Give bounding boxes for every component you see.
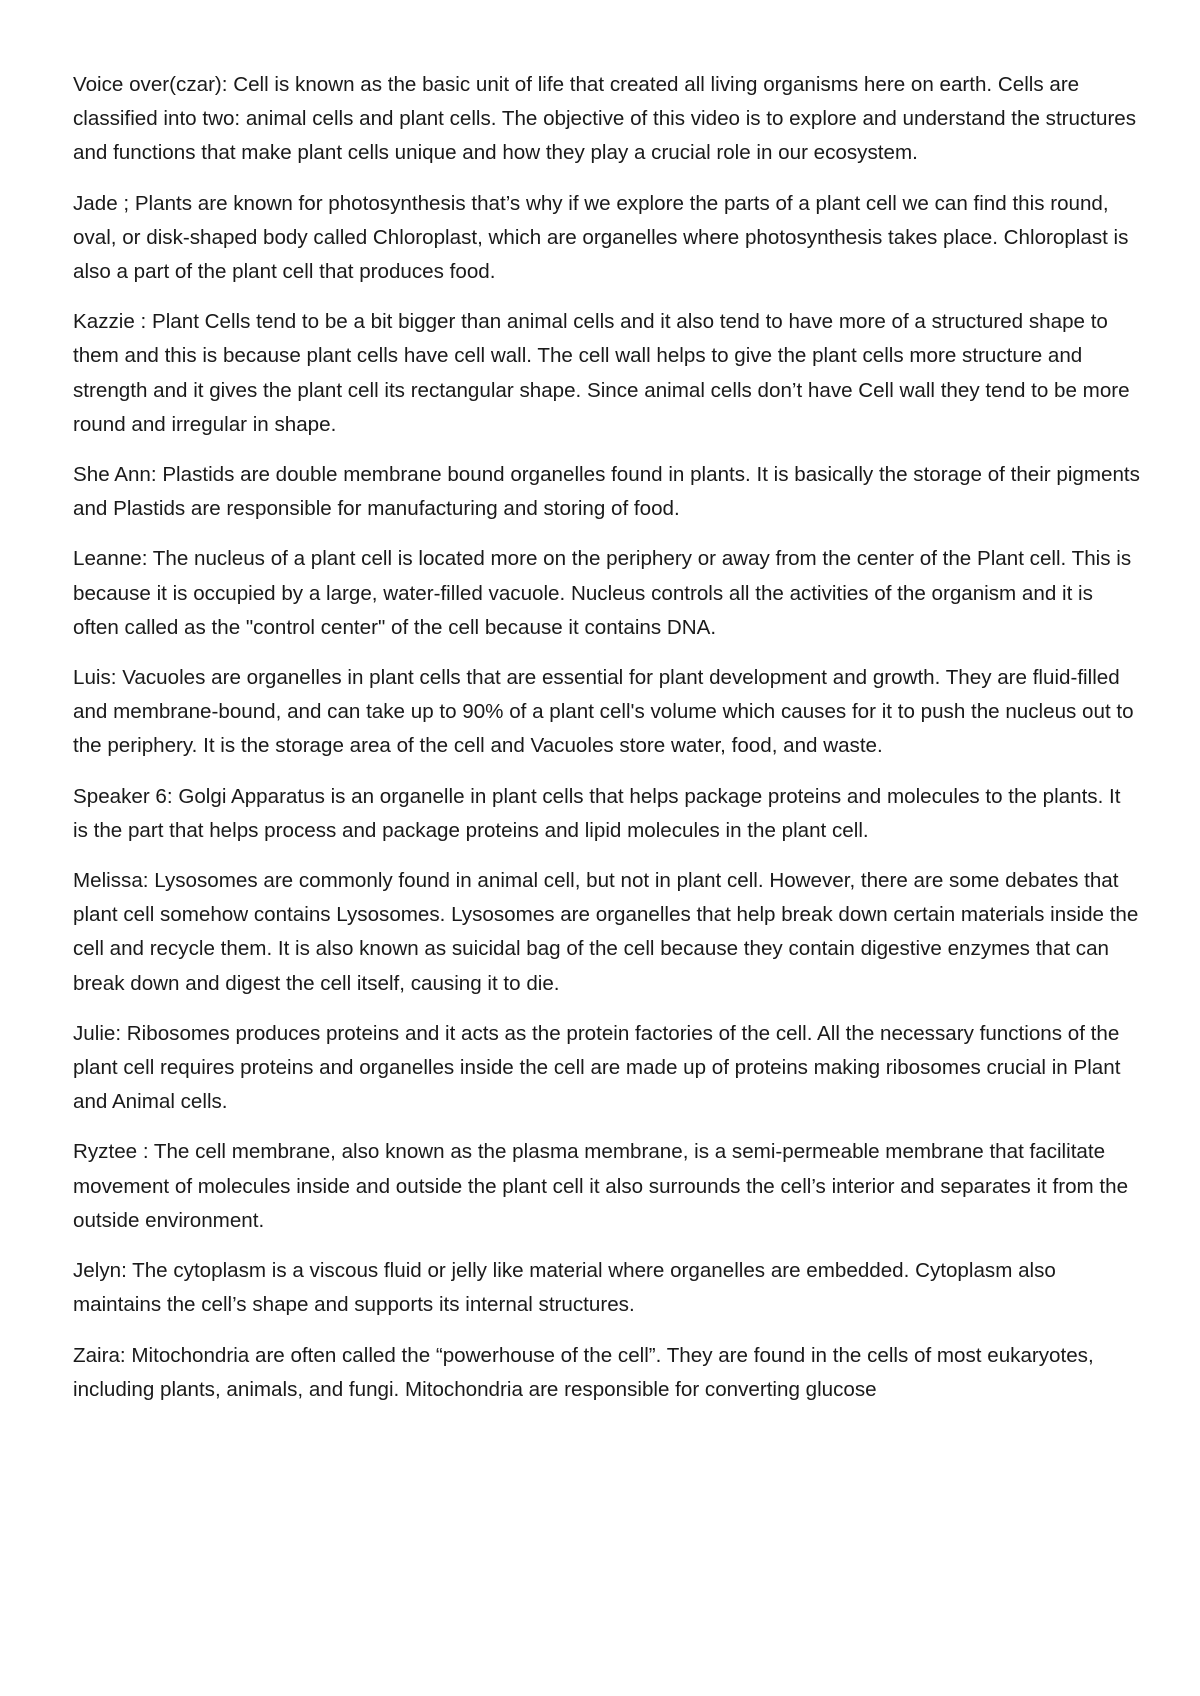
paragraph-intro-voice-over: Voice over(czar): Cell is known as the basic unit of life that created all living organisms here on earth. Cells are classified into two: animal cells and plant cells. The objective of this video is to explore and understand the structures and functions that make plant cells unique and how they play a crucial role in our ecosystem. [73,73,1137,165]
paragraph-golgi-apparatus: Speaker 6: Golgi Apparatus is an organelle in plant cells that helps package proteins and molecules to the plants. It is the part that helps process and package proteins and lipid molecules in the plant cell. [73,784,1121,842]
paragraph-chloroplast: Jade ; Plants are known for photosynthesis that’s why if we explore the parts of a plant cell we can find this round, oval, or disk-shaped body called Chloroplast, which are organelles where photosynthesis takes place. Chloroplast is also a part of the plant cell that produces food. [73,191,1129,284]
paragraph-cell-wall: Kazzie : Plant Cells tend to be a bit bigger than animal cells and it also tend to have more of a structured shape to them and this is because plant cells have cell wall. The cell wall helps to give the plant cells more structure and strength and it gives the plant cell its rectangular shape. Since animal cells don’t have Cell wall they tend to be more round and irregular in shape. [73,310,1130,436]
paragraph-lysosomes: Melissa: Lysosomes are commonly found in animal cell, but not in plant cell. However, there are some debates that plant cell somehow contains Lysosomes. Lysosomes are organelles that help break down certain materials inside the cell and recycle them. It is also known as suicidal bag of the cell because they contain digestive enzymes that can break down and digest the cell itself, causing it to die. [73,869,1139,995]
paragraph-nucleus: Leanne: The nucleus of a plant cell is located more on the periphery or away from the center of the Plant cell. This is because it is occupied by a large, water-filled vacuole. Nucleus controls all the activities of the organism and it is often called as the "control center" of the cell because it contains DNA. [73,547,1132,639]
document-page [73,68,1141,1423]
paragraph-plastids: She Ann: Plastids are double membrane bound organelles found in plants. It is basically the storage of their pigments and Plastids are responsible for manufacturing and storing of food. [73,463,1140,521]
paragraph-ribosomes: Julie: Ribosomes produces proteins and it acts as the protein factories of the cell. All the necessary functions of the plant cell requires proteins and organelles inside the cell are made up of proteins making ribosomes crucial in Plant and Animal cells. [73,1021,1121,1114]
paragraph-cell-membrane: Ryztee : The cell membrane, also known as the plasma membrane, is a semi-permeable membrane that facilitate movement of molecules inside and outside the plant cell it also surrounds the cell’s interior and separates it from the outside environment. [73,1140,1129,1232]
paragraph-mitochondria: Zaira: Mitochondria are often called the “powerhouse of the cell”. They are found in the cells of most eukaryotes, including plants, animals, and fungi. Mitochondria are responsible for converting glucose [73,1343,1094,1401]
paragraph-vacuoles: Luis: Vacuoles are organelles in plant cells that are essential for plant development and growth. They are fluid-filled and membrane-bound, and can take up to 90% of a plant cell's volume which causes for it to push the nucleus out to the periphery. It is the storage area of the cell and Vacuoles store water, food, and waste. [73,666,1134,758]
paragraph-cytoplasm: Jelyn: The cytoplasm is a viscous fluid or jelly like material where organelles are embedded. Cytoplasm also maintains the cell’s shape and supports its internal structures. [73,1259,1056,1317]
